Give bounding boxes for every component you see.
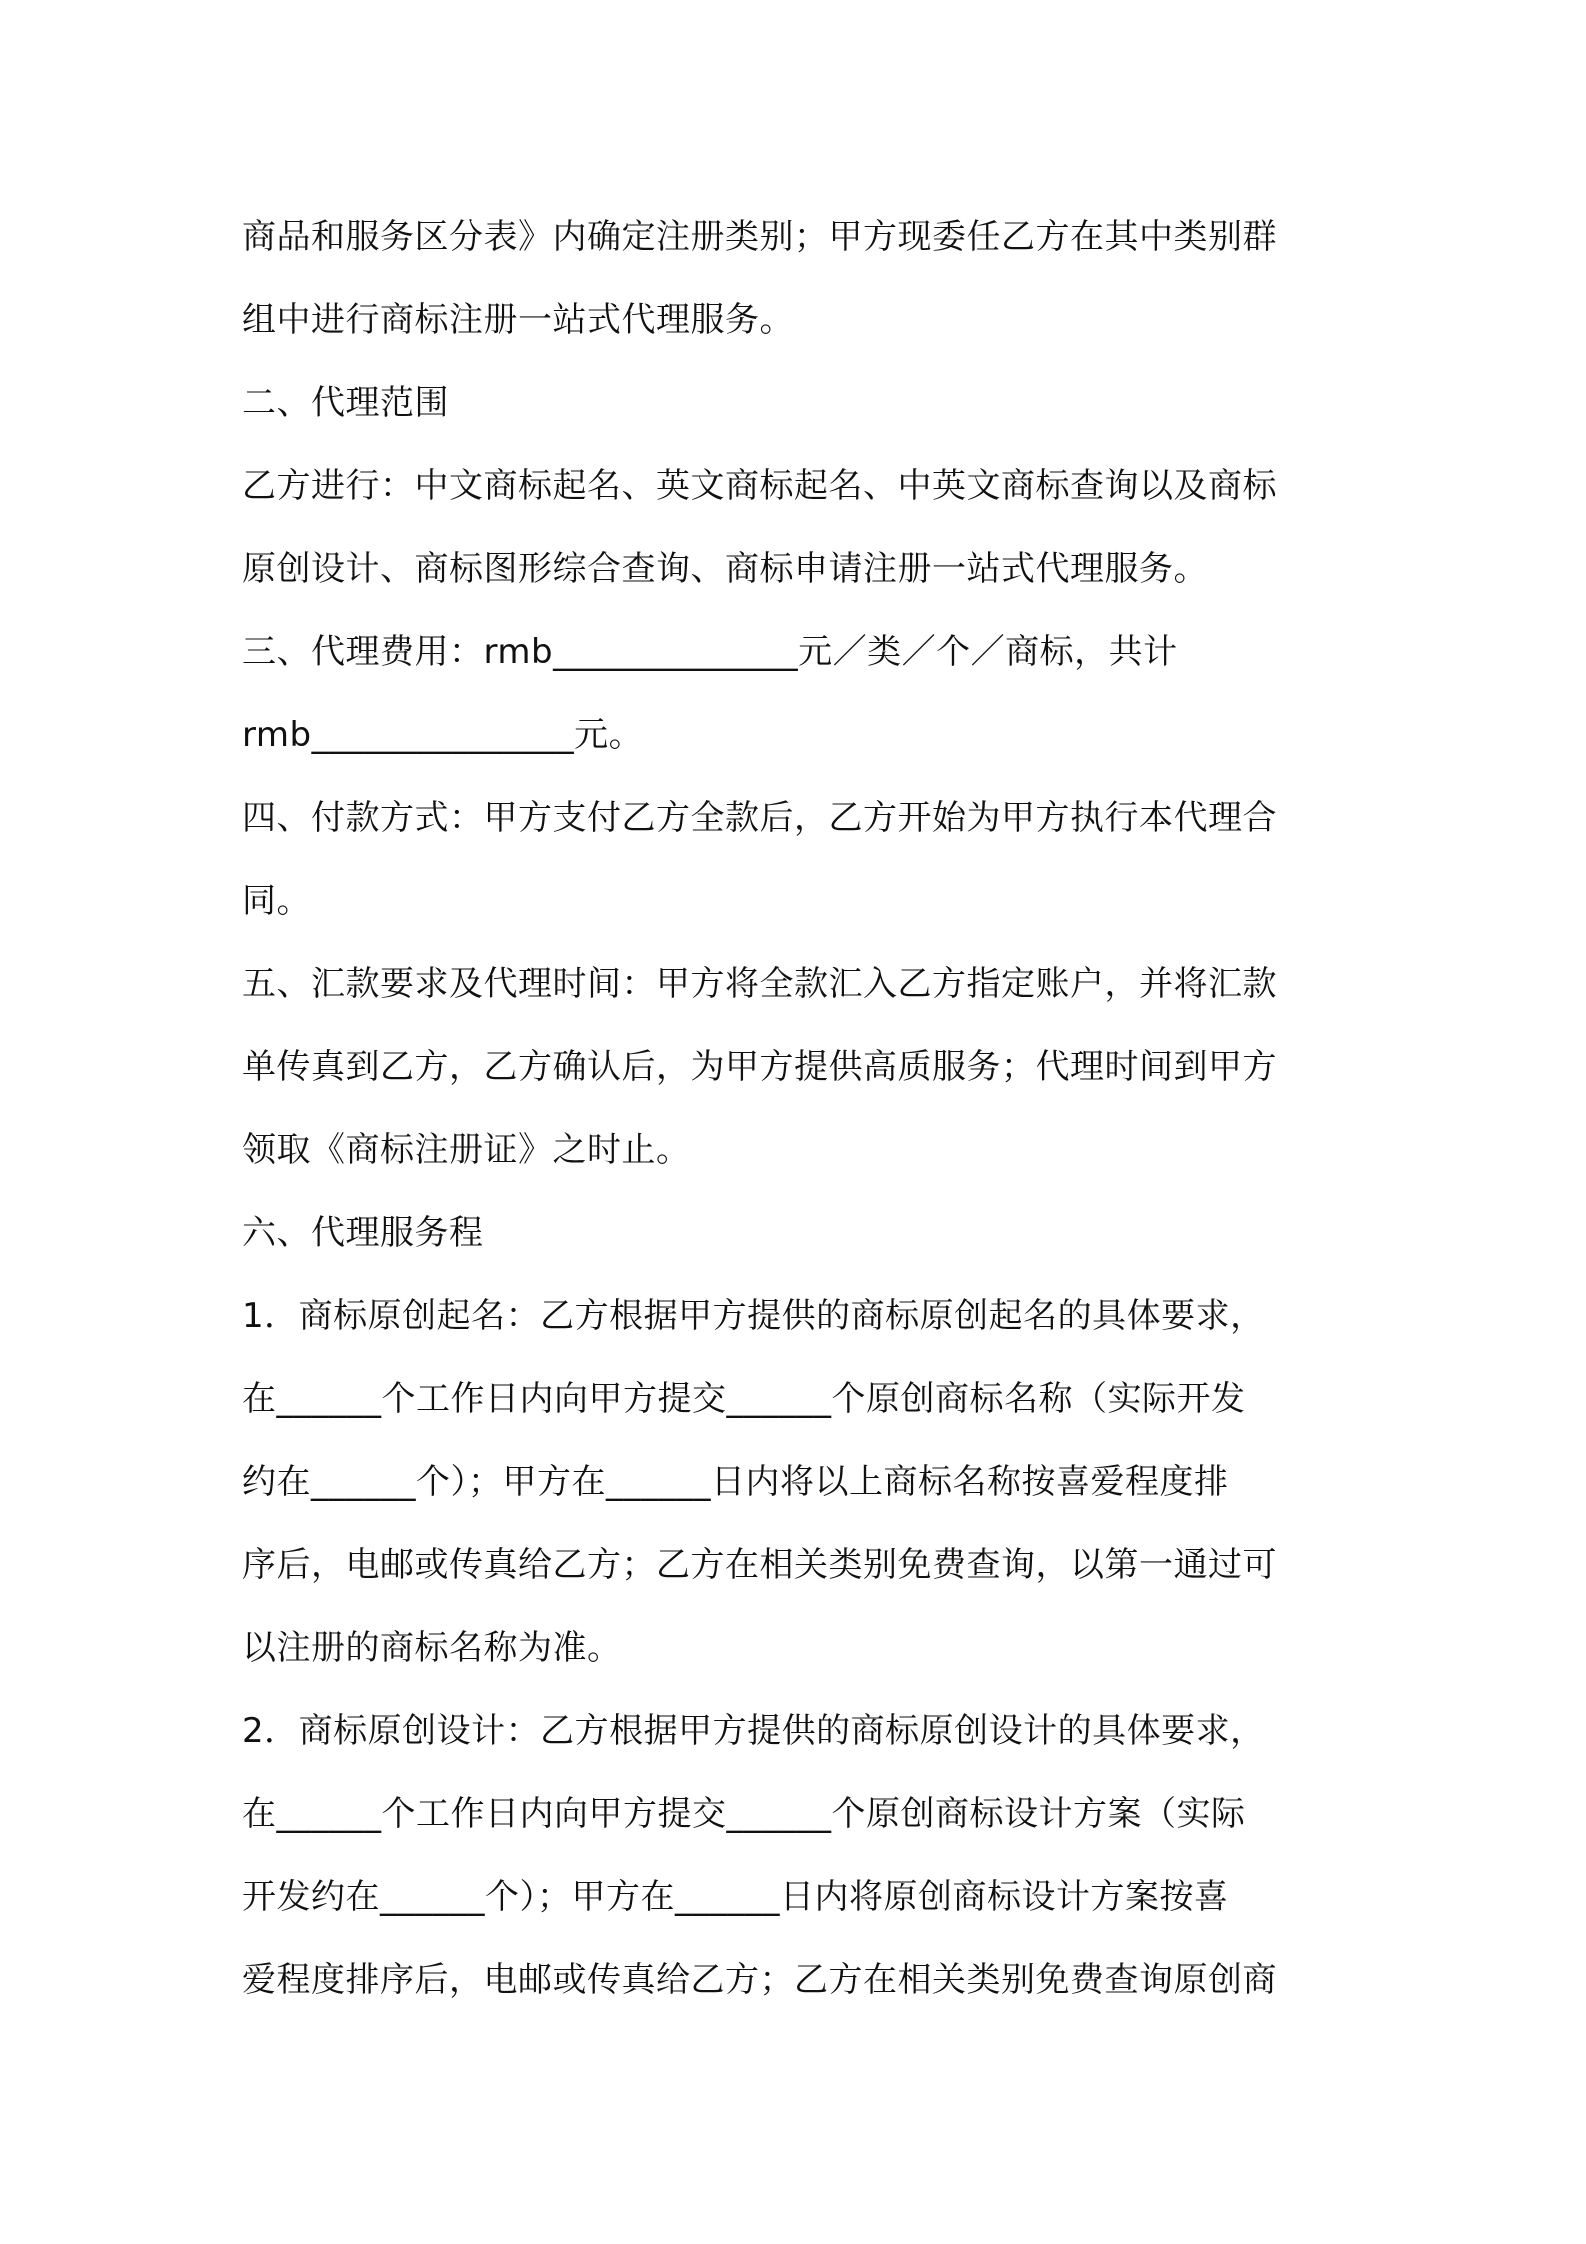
text-line: 商品和服务区分表》内确定注册类别；甲方现委任乙方在其中类别群 <box>242 217 1277 257</box>
text-line: 五、汇款要求及代理时间：甲方将全款汇入乙方指定账户，并将汇款 <box>242 964 1277 1004</box>
text-line: 单传真到乙方，乙方确认后，为甲方提供高质服务；代理时间到甲方 <box>242 1047 1277 1087</box>
text-line: 四、付款方式：甲方支付乙方全款后，乙方开始为甲方执行本代理合 <box>242 798 1277 838</box>
document-page <box>242 196 1352 2022</box>
text-line: 组中进行商标注册一站式代理服务。 <box>242 300 794 340</box>
text-line: 在______个工作日内向甲方提交______个原创商标名称（实际开发 <box>242 1379 1246 1419</box>
text-line: 乙方进行：中文商标起名、英文商标起名、中英文商标查询以及商标 <box>242 466 1277 506</box>
text-line: 同。 <box>242 881 311 921</box>
text-line: 序后，电邮或传真给乙方；乙方在相关类别免费查询，以第一通过可 <box>242 1545 1277 1585</box>
section-heading: 二、代理范围 <box>242 383 449 423</box>
text-line: 1．商标原创起名：乙方根据甲方提供的商标原创起名的具体要求， <box>242 1296 1265 1336</box>
text-line: 在______个工作日内向甲方提交______个原创商标设计方案（实际 <box>242 1794 1246 1834</box>
text-line: 三、代理费用：rmb______________元／类／个／商标，共计 <box>242 632 1178 672</box>
text-line: 原创设计、商标图形综合查询、商标申请注册一站式代理服务。 <box>242 549 1208 589</box>
text-line: 2．商标原创设计：乙方根据甲方提供的商标原创设计的具体要求， <box>242 1711 1265 1751</box>
text-line: 爱程度排序后，电邮或传真给乙方；乙方在相关类别免费查询原创商 <box>242 1960 1277 2000</box>
text-line: 约在______个）；甲方在______日内将以上商标名称按喜爱程度排 <box>242 1462 1229 1502</box>
text-line: 领取《商标注册证》之时止。 <box>242 1130 691 1170</box>
text-line: 以注册的商标名称为准。 <box>242 1628 622 1668</box>
text-line: rmb_______________元。 <box>242 715 644 755</box>
section-heading: 六、代理服务程 <box>242 1213 484 1253</box>
text-line: 开发约在______个）；甲方在______日内将原创商标设计方案按喜 <box>242 1877 1229 1917</box>
